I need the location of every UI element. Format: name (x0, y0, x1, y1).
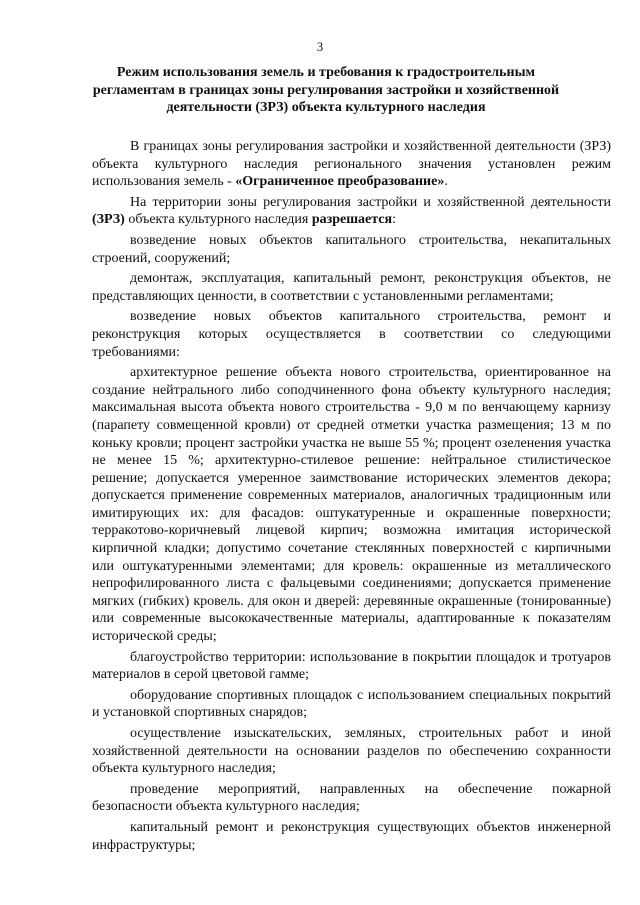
list-item-architecture: архитектурное решение объекта нового строительства, ориентированное на создание нейтрального либо соподчиненного фона объекту культурного наследия; максимальная высота объекта нового строительства - 9,0 м по венчающему карнизу (парапету совмещенной кровли) от средней отметки участка размещения; 13 м по коньку кровли; процент застройки участка не выше 55 %; процент озеленения участка не менее 15 %; архитектурно-стилевое решение: нейтральное стилистическое решение; допускается умеренное заимствование исторических элементов декора; допускается применение современных материалов, аналогичных традиционным или имитирующих их: для фасадов: оштукатуренные и окрашенные поверхности; терракотово-коричневый лицевой кирпич; возможна имитация исторической кирпичной кладки; допустимо сочетание стеклянных поверхностей с кирпичными или оштукатуренными элементами; для кровель: окрашенные из металлического непрофилированного листа с фальцевыми соединениями; допускается применение мягких (гибких) кровель. для окон и дверей: деревянные окрашенные (тонированные) или современные высококачественные материалы, адаптированные к показателям исторической среды; (92, 365, 611, 645)
page-number: 3 (316, 40, 324, 54)
list-item-infrastructure: капитальный ремонт и реконструкция существующих объектов инженерной инфраструктуры; (92, 819, 611, 853)
list-item-landscaping: благоустройство территории: использование в покрытии площадок и тротуаров материалов в серой цветовой гамме; (92, 649, 611, 683)
paragraph-text: На территории зоны регулирования застройки и хозяйственной деятельности (130, 194, 611, 210)
paragraph-text: объекта культурного наследия (124, 212, 312, 228)
list-item-demolition: демонтаж, эксплуатация, капитальный ремонт, реконструкция объектов, не представляющих ценности, в соответствии с установленными регламентами; (92, 271, 611, 304)
document-body (92, 138, 611, 857)
regime-name: «Ограниченное преобразование» (235, 174, 445, 190)
paragraph-text: В границах зоны регулирования застройки и хозяйственной деятельности (ЗРЗ) объекта культурного наследия регионального значения установлен режим использования земель - (92, 139, 611, 190)
paragraph-text: : (392, 212, 396, 228)
list-item-sports-grounds: оборудование спортивных площадок с использованием специальных покрытий и установкой спортивных снарядов; (92, 687, 611, 721)
paragraph-zone-regime (92, 138, 611, 191)
section-heading: Режим использования земель и требования к градостроительным регламентам в границах зоны регулирования застройки и хозяйственной деятельности (ЗРЗ) объекта культурного наследия (92, 65, 560, 115)
paragraph-permitted-intro (92, 194, 611, 229)
list-item-survey-works: осуществление изыскательских, земляных, строительных работ и иной хозяйственной деятельности на основании разделов по обеспечению сохранности объекта культурного наследия; (92, 726, 611, 777)
permitted-label: разрешается (311, 212, 393, 228)
list-item-requirements-intro: возведение новых объектов капитального строительства, ремонт и реконструкция которых осуществляется в соответствии со следующими требованиями: (92, 309, 611, 360)
list-item-new-construction: возведение новых объектов капитального строительства, некапитальных строений, сооружений; (92, 232, 611, 266)
zone-abbreviation: (ЗРЗ) (92, 212, 125, 228)
list-item-fire-safety: проведение мероприятий, направленных на обеспечение пожарной безопасности объекта культурного наследия; (92, 781, 611, 815)
paragraph-text: . (444, 174, 448, 190)
